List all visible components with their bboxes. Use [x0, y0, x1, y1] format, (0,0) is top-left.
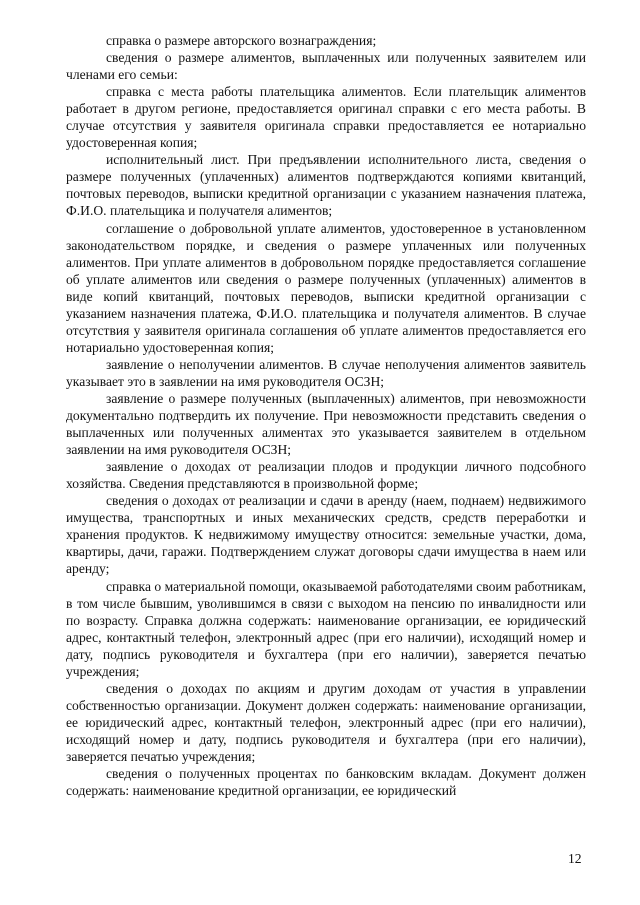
paragraph-author-fee-certificate: справка о размере авторского вознаграждения; — [106, 33, 377, 48]
paragraph-bank-interest: сведения о полученных процентах по банковским вкладам. Документ должен содержать: наименование кредитной организации, ее юридический — [66, 766, 586, 799]
paragraph-alimony-amount-statement: заявление о размере полученных (выплаченных) алиментов, при невозможности документально подтвердить их получение. При невозможности представить сведения о выплаченных или полученных алиментах это указывается заявителем в отдельном заявлении на имя руководителя ОСЗН; — [66, 390, 586, 458]
paragraph-writ-of-execution: исполнительный лист. При предъявлении исполнительного листа, сведения о размере полученных (уплаченных) алиментов подтверждаются копиями квитанций, почтовых переводов, выписки кредитной организации с указанием назначения платежа, Ф.И.О. плательщика и получателя алиментов; — [66, 152, 586, 219]
paragraph-share-income: сведения о доходах по акциям и другим доходам от участия в управлении собственностью организации. Документ должен содержать: наименование организации, ее юридический адрес, контактный телефон, электронный адрес (при его наличии), исходящий номер и дату, подпись руководителя и бухгалтера (при его наличии), заверяется печатью учреждения; — [66, 680, 586, 764]
page-number: 12 — [568, 851, 582, 866]
paragraph-household-income: заявление о доходах от реализации плодов и продукции личного подсобного хозяйства. Сведения представляются в произвольной форме; — [66, 459, 586, 492]
paragraph-property-rental-income: сведения о доходах от реализации и сдачи в аренду (наем, поднаем) недвижимого имущества, транспортных и иных механических средств, средств переработки и хранения продуктов. К недвижимому имуществу относится: земельные участки, дома, квартиры, дачи, гаражи. Подтверждением служат договоры сдачи имущества в наем или аренду; — [66, 493, 586, 577]
document-body — [66, 32, 586, 799]
paragraph-employer-certificate: справка с места работы плательщика алиментов. Если плательщик алиментов работает в другом регионе, предоставляется оригинал справки с его места работы. В случае отсутствия у заявителя оригинала справки предоставляется ее нотариально удостоверенная копия; — [66, 84, 586, 151]
paragraph-non-receipt-statement: заявление о неполучении алиментов. В случае неполучения алиментов заявитель указывает это в заявлении на имя руководителя ОСЗН; — [66, 356, 586, 389]
paragraph-voluntary-agreement: соглашение о добровольной уплате алиментов, удостоверенное в установленном законодательством порядке, и сведения о размере уплаченных или полученных алиментов. При уплате алиментов в добровольном порядке предоставляется соглашение об уплате алиментов или сведения о размере полученных (уплаченных) алиментов в виде копий квитанций, почтовых переводов, выписки кредитной организации с указанием назначения платежа, Ф.И.О. плательщика и получателя алиментов. В случае отсутствия у заявителя оригинала соглашения об уплате алиментов предоставляется его нотариально удостоверенная копия; — [66, 220, 586, 355]
paragraph-material-assistance: справка о материальной помощи, оказываемой работодателями своим работникам, в том числе бывшим, уволившимся в связи с выходом на пенсию по инвалидности или по возрасту. Справка должна содержать: наименование организации, ее юридический адрес, контактный телефон, электронный адрес (при его наличии), исходящий номер и дату, подпись руководителя и бухгалтера (при его наличии), заверяется печатью учреждения; — [66, 578, 586, 679]
paragraph-alimony-info: сведения о размере алиментов, выплаченных или полученных заявителем или членами его семьи: — [66, 50, 586, 83]
